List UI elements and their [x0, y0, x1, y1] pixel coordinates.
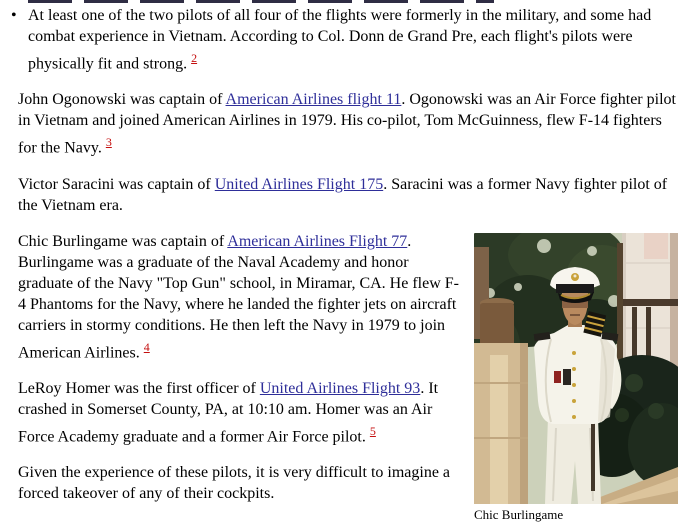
flight-link[interactable]: American Airlines flight 11	[225, 91, 402, 109]
chic-burlingame-photo	[474, 233, 678, 504]
paragraph-saracini: Victor Saracini was captain of United Airlines Flight 175. Saracini was a former Navy fighter pilot of the Vietnam era.	[18, 175, 668, 214]
footnote-link[interactable]: 4	[143, 339, 150, 354]
footnote-superscript	[191, 50, 197, 65]
clipped-previous-line-remnant	[28, 0, 494, 3]
paragraph-burlingame: Chic Burlingame was captain of American Airlines Flight 77. Burlingame was a graduate of the Naval Academy and honor graduate of the Navy "Top Gun" school, in Miramar, CA. He flew F-4 Phantoms for the Navy, where he landed the fighter jets on aircraft carriers in stormy conditions. He then left the Navy in 1979 to join American Airlines. $^4$	[18, 232, 459, 361]
footnote-link[interactable]: 2	[191, 51, 198, 65]
chic-burlingame-photo-art	[474, 233, 678, 504]
figure-chic-burlingame	[474, 233, 678, 522]
flight-link[interactable]: United Airlines Flight 175	[214, 175, 384, 193]
paragraph-ogonowski: John Ogonowski was captain of American Airlines flight 11. Ogonowski was an Air Force fighter pilot in Vietnam and joined American Airlines in 1979. His co-pilot, Tom McGuinness, flew F-14 fighters for the Navy. $^3$	[18, 91, 676, 157]
paragraph-conclusion: Given the experience of these pilots, it is very difficult to imagine a forced takeover of any of their cockpits.	[18, 464, 451, 503]
footnote-superscript	[106, 134, 112, 149]
paragraph-homer: LeRoy Homer was the first officer of United Airlines Flight 93. It crashed in Somerset County, PA, at 10:10 am. Homer was an Air Force Academy graduate and a former Air Force pilot. $^5$	[18, 379, 439, 446]
footnote-link[interactable]: 3	[105, 135, 112, 150]
flight-link[interactable]: American Airlines Flight 77	[227, 232, 408, 250]
bullet-list	[18, 5, 678, 74]
footnote-superscript	[144, 339, 150, 354]
footnote-link[interactable]: 5	[369, 423, 376, 438]
bullet-item: • At least one of the two pilots of all four of the flights were formerly in the military, and some had combat experience in Vietnam. According to Col. Donn de Grand Pre, each flight's pilots were physically fit and strong. $^2$	[18, 5, 678, 74]
flight-link[interactable]: United Airlines Flight 93	[259, 379, 421, 397]
photo-caption: Chic Burlingame	[474, 506, 564, 522]
footnote-superscript	[370, 423, 376, 438]
